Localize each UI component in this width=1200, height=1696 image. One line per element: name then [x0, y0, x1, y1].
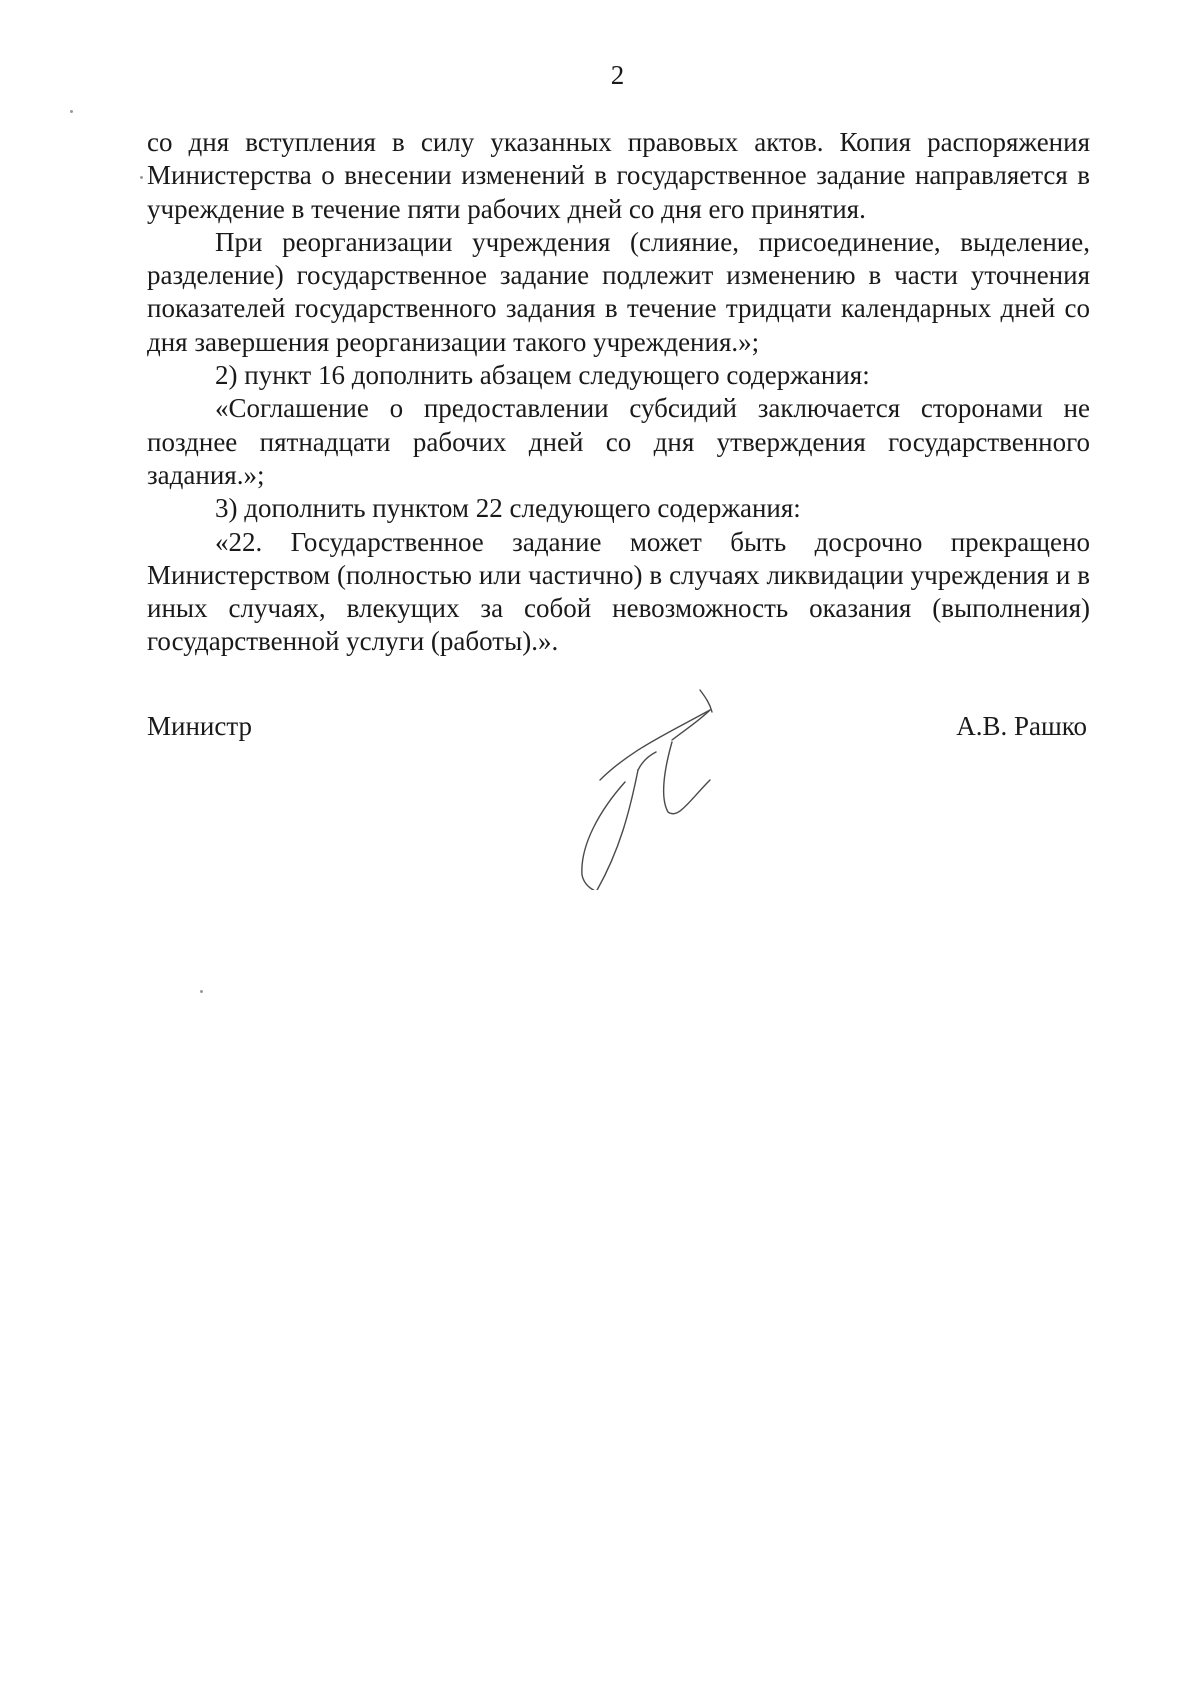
- document-body: [147, 126, 1090, 659]
- paragraph-1: со дня вступления в силу указанных правовых актов. Копия распоряжения Министерства о внесении изменений в государственное задание направляется в учреждение в течение пяти рабочих дней со дня его принятия.: [147, 127, 1090, 224]
- position-title: Министр: [147, 711, 252, 741]
- scan-speck: [140, 176, 143, 179]
- page-number: 2: [610, 60, 625, 90]
- paragraph-6: «22. Государственное задание может быть досрочно прекращено Министерством (полностью или частично) в случаях ликвидации учреждения и в иных случаях, влекущих за собой невозможность оказания (выполнения) государственной услуги (работы).».: [147, 526, 1090, 657]
- paragraph-4: «Соглашение о предоставлении субсидий заключается сторонами не позднее пятнадцати рабочих дней со дня утверждения государственного задания.»;: [147, 393, 1090, 490]
- paragraph-3: 2) пункт 16 дополнить абзацем следующего содержания:: [215, 360, 870, 391]
- signatory-name: А.В. Рашко: [956, 711, 1087, 741]
- paragraph-2: При реорганизации учреждения (слияние, присоединение, выделение, разделение) государственное задание подлежит изменению в части уточнения показателей государственного задания в течение тридцати календарных дней со дня завершения реорганизации такого учреждения.»;: [147, 226, 1090, 357]
- handwritten-signature-icon: [560, 670, 780, 890]
- scan-speck: [70, 110, 73, 113]
- scan-speck: [200, 990, 203, 993]
- paragraph-5: 3) дополнить пунктом 22 следующего содержания:: [215, 493, 801, 524]
